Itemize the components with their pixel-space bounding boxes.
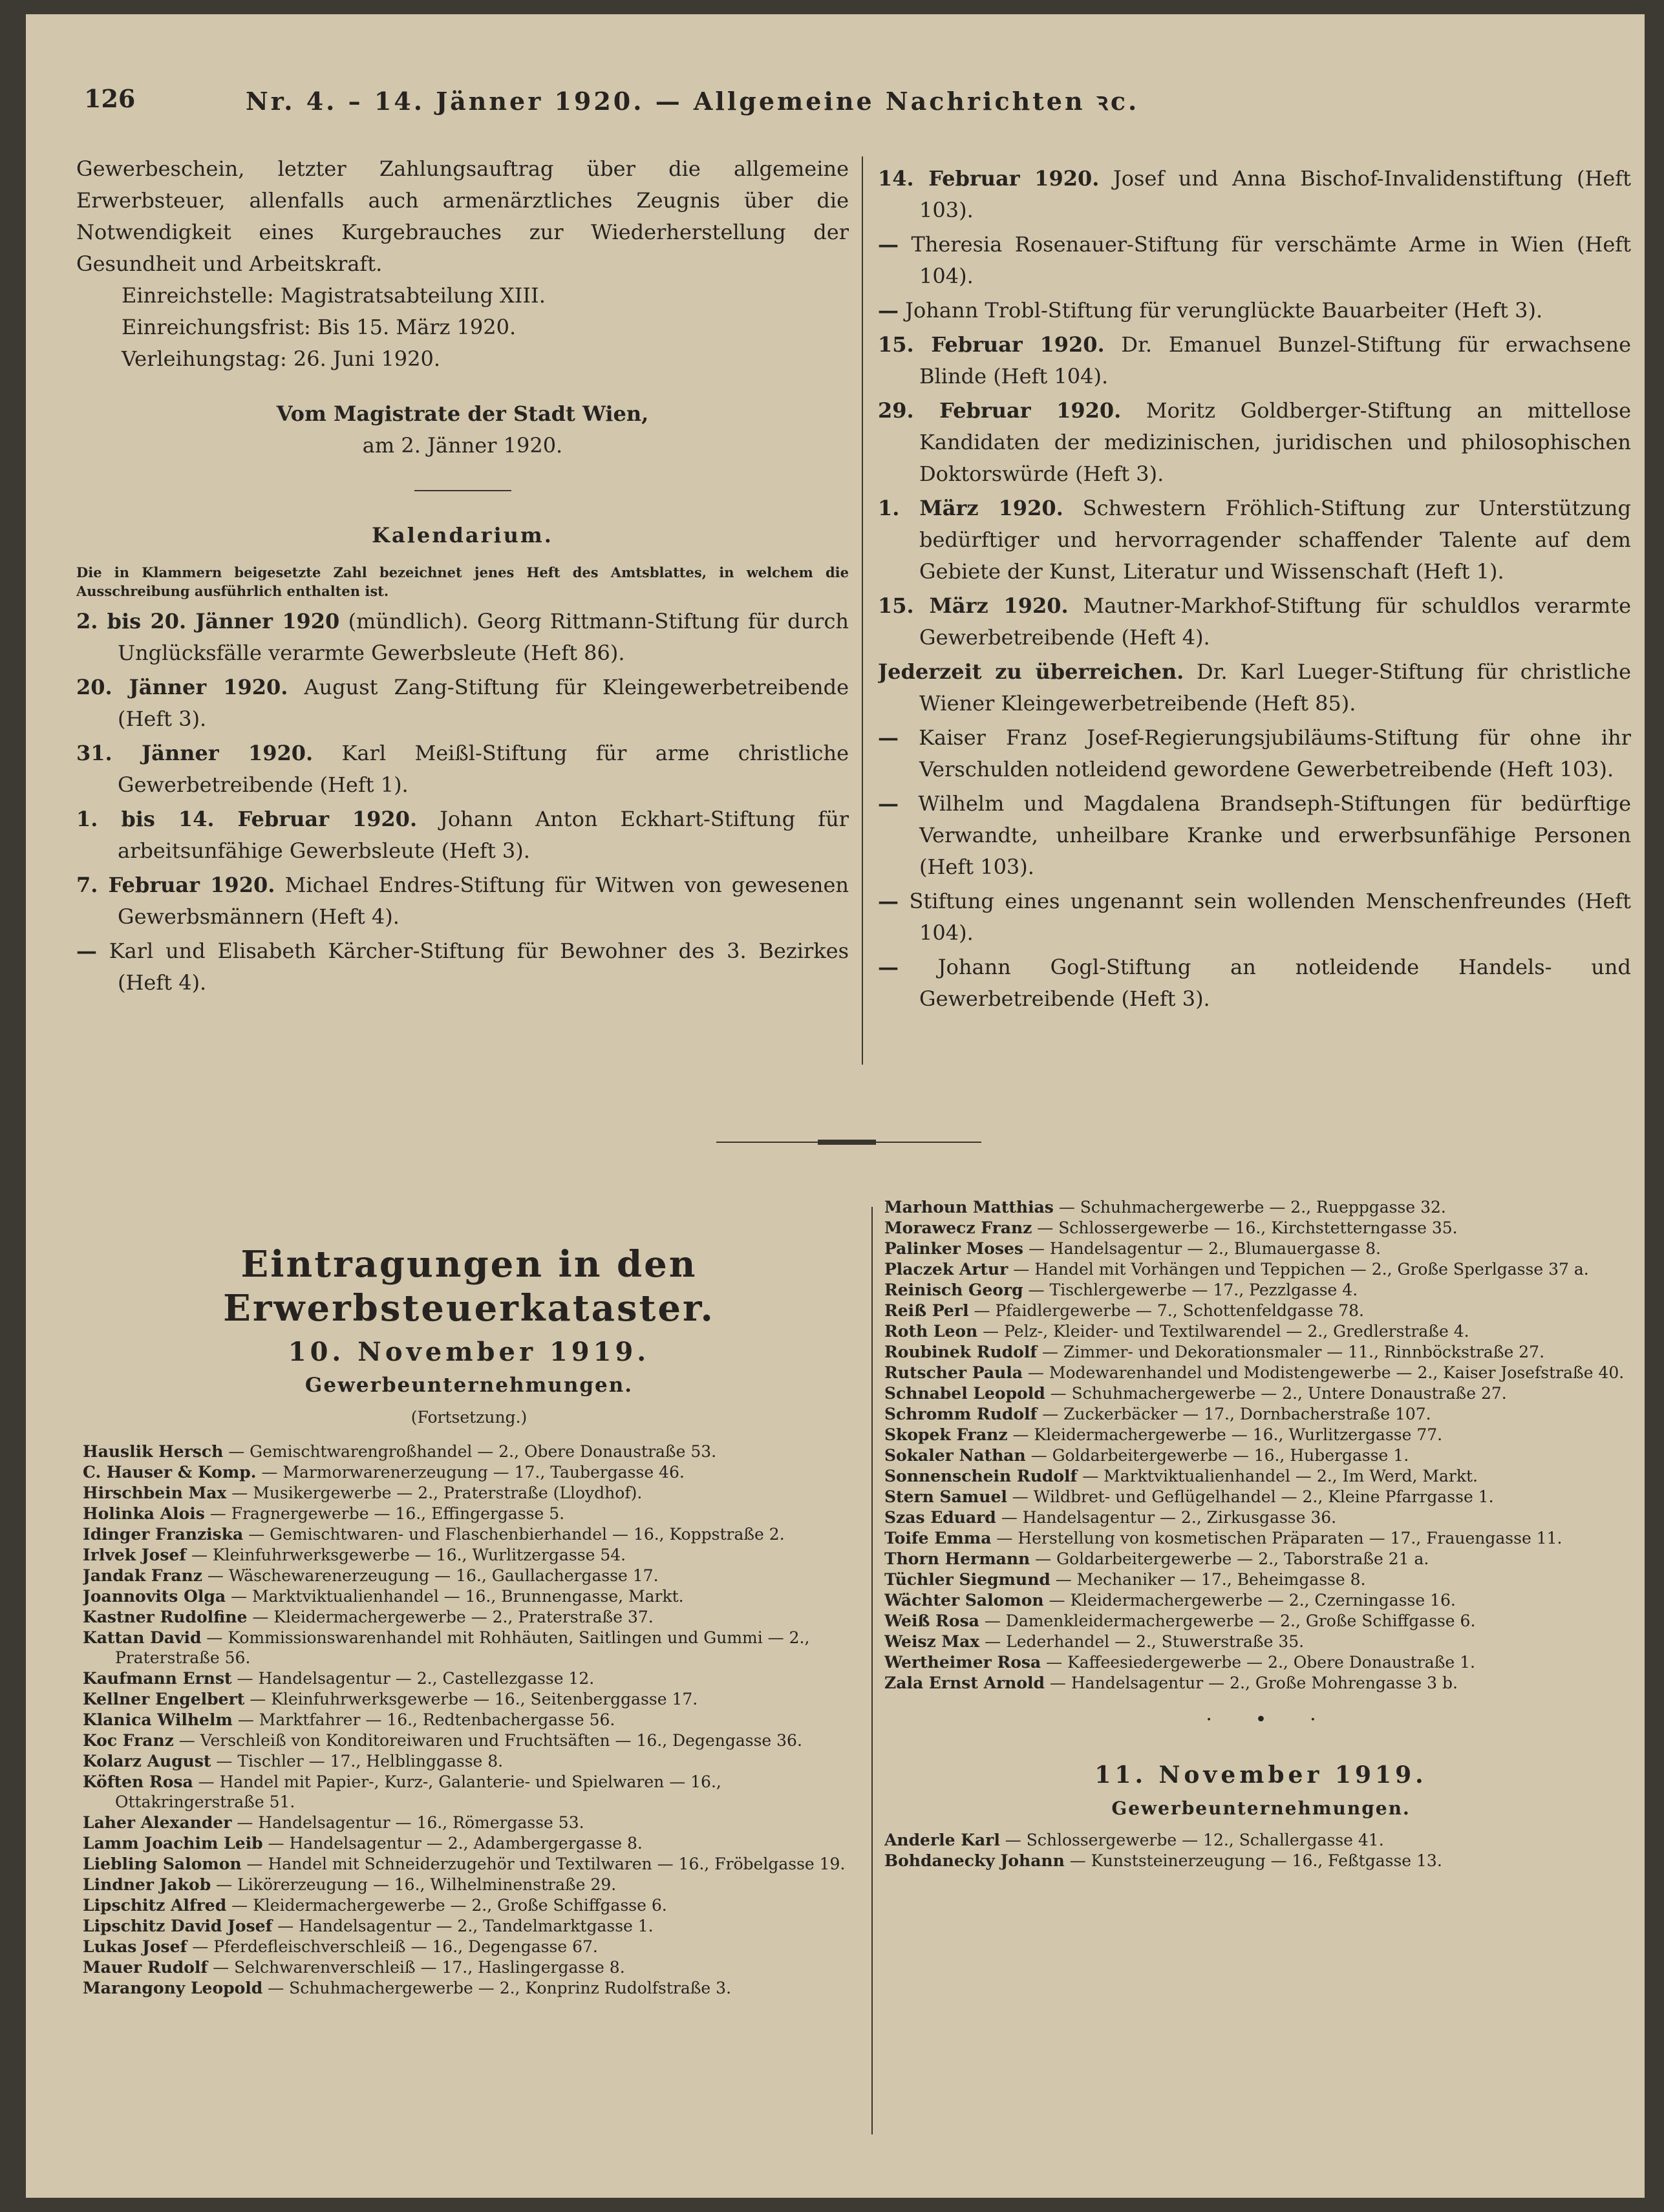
kataster-entry [884,1673,1637,1693]
kataster-entry-lead: Lindner Jakob [83,1875,211,1894]
einreichungsfrist: Einreichungsfrist: Bis 15. März 1920. [122,315,517,339]
kataster-entry [884,1259,1637,1279]
kataster-entry [884,1445,1637,1465]
calendar-entry-lead: 31. Jänner 1920. [76,741,314,765]
calendar-entry-lead: — [878,232,899,257]
kataster-entry-text: — Selchwarenverschleiß — 17., Haslingergasse 8. [208,1958,625,1977]
calendar-entry-text: August Zang-Stiftung für Kleingewerbetreibende (Heft 3). [118,675,849,731]
running-header [84,71,1606,123]
kataster-entry-text: — Schuhmachergewerbe — 2., Untere Donaustraße 27. [1045,1384,1507,1403]
kataster-entry-lead: Idinger Franziska [83,1525,244,1544]
einreichstelle: Einreichstelle: Magistratsabteilung XIII. [122,283,546,308]
kataster-entry-lead: Laher Alexander [83,1813,232,1832]
kataster-entry-lead: Wächter Salomon [884,1591,1044,1610]
kalendarium-title: Kalendarium. [372,523,553,548]
kataster-entry-lead: Szas Eduard [884,1508,996,1527]
kataster-entry-lead: Marangony Leopold [83,1979,263,1997]
kataster-entry-text: — Musikergewerbe — 2., Praterstraße (Lloydhof). [226,1484,643,1502]
kataster-entry [884,1404,1637,1424]
kataster-entry-text: — Handel mit Papier-, Kurz-, Galanterie- und Spielwaren — 16., Ottakringerstraße 51. [115,1772,721,1811]
signature-date: am 2. Jänner 1920. [362,433,563,458]
calendar-entry [76,869,849,933]
calendar-entry-lead: — [878,889,899,913]
kataster-entry-text: — Kunststeinerzeugung — 16., Feßtgasse 13. [1064,1851,1442,1870]
calendar-entry [878,656,1631,719]
calendar-entry-lead: 14. Februar 1920. [878,166,1100,191]
kataster-entry-text: — Tischlergewerbe — 17., Pezzlgasse 4. [1023,1281,1358,1299]
calendar-entry-text: Wilhelm und Magdalena Brandseph-Stiftungen für bedürftige Verwandte, unheilbare Kranke und erwerbsunfähige Personen (Heft 103). [899,791,1631,879]
kalendarium-right-list [878,163,1631,1015]
kataster-entry-text: — Handel mit Schneiderzugehör und Textilwaren — 16., Fröbelgasse 19. [241,1855,846,1873]
kataster-entry-text: — Schuhmachergewerbe — 2., Rueppgasse 32. [1053,1198,1446,1217]
calendar-entry-text: Theresia Rosenauer-Stiftung für verschämte Arme in Wien (Heft 104). [899,232,1631,288]
kataster-entry-lead: Schnabel Leopold [884,1384,1045,1403]
column-divider-upper [862,156,863,1065]
application-requirements: Gewerbeschein, letzter Zahlungsauftrag über die allgemeine Erwerbsteuer, allenfalls auch armenärztliches Zeugnis über die Notwendigkeit eines Kurgebrauches zur Wiederherstellung der Gesundheit und Arbeitskraft. [76,156,849,276]
calendar-entry [76,803,849,867]
calendar-entry-lead: 29. Februar 1920. [878,398,1122,423]
kataster-entry [884,1652,1637,1672]
calendar-entry-text: Josef und Anna Bischof-Invalidenstiftung (Heft 103). [919,166,1631,222]
kataster-entry-lead: Morawecz Franz [884,1218,1032,1237]
kataster-entry [83,1545,855,1565]
calendar-entry [878,329,1631,392]
kataster-entry-text: — Goldarbeitergewerbe — 16., Hubergasse 1. [1025,1446,1409,1465]
kataster-entry [83,1524,855,1544]
kataster-entry-lead: Liebling Salomon [83,1855,242,1873]
separator-dots: · • · [1206,1708,1316,1731]
kataster-entry-text: — Marktviktualienhandel — 16., Brunnengasse, Markt. [226,1587,684,1606]
lower-right-column [884,1197,1637,2134]
kataster-entry-text: — Handelsagentur — 16., Römergasse 53. [231,1813,584,1832]
kataster-entry-lead: Lipschitz David Josef [83,1917,273,1935]
kataster-entry [884,1239,1637,1259]
kataster-entry [884,1363,1637,1383]
calendar-entry-lead: 7. Februar 1920. [76,873,275,897]
kataster-entry [83,1854,855,1874]
kataster-entry-lead: Weiß Rosa [884,1611,979,1630]
kataster-entry-lead: Bohdanecky Johann [884,1851,1065,1870]
kataster-entry-lead: Toife Emma [884,1529,992,1547]
kataster-entry-lead: Reinisch Georg [884,1281,1023,1299]
upper-right-column [878,163,1631,1065]
kataster-entry-text: — Handelsagentur — 2., Zirkusgasse 36. [996,1508,1337,1527]
calendar-entry-lead: 20. Jänner 1920. [76,675,288,699]
kataster-entry-text: — Zimmer- und Dekorationsmaler — 11., Rinnböckstraße 27. [1037,1343,1545,1361]
kataster-entry-lead: Wertheimer Rosa [884,1653,1041,1672]
calendar-entry-lead: — [878,791,899,816]
kataster-entry-lead: Köften Rosa [83,1772,193,1791]
kataster-entry [83,1895,855,1915]
kataster-entry-lead: Kolarz August [83,1752,211,1771]
kataster-entry-text: — Handelsagentur — 2., Tandelmarktgasse 1. [272,1917,654,1935]
calendar-entry [878,952,1631,1015]
kataster-right-list [884,1197,1637,1693]
calendar-entry-text: (mündlich). Georg Rittmann-Stiftung für durch Unglücksfälle verarmte Gewerbsleute (Heft 86). [118,609,849,665]
kataster-entry-text: — Wäschewarenerzeugung — 16., Gaullachergasse 17. [202,1566,659,1585]
kataster-entry-text: — Verschleiß von Konditoreiwaren und Fruchtsäften — 16., Degengasse 36. [173,1731,802,1750]
kataster-entry [884,1383,1637,1403]
kataster-entry-text: — Marktfahrer — 16., Redtenbachergasse 56. [232,1710,615,1729]
calendar-entry-text: Dr. Karl Lueger-Stiftung für christliche Wiener Kleingewerbetreibende (Heft 85). [919,659,1631,716]
kataster-entry [884,1301,1637,1321]
kataster-entry [83,1586,855,1606]
kataster-entry-text: — Pferdefleischverschleiß — 16., Degengasse 67. [187,1937,598,1956]
kataster-right-list-2 [884,1830,1637,1871]
kataster-entry [884,1425,1637,1445]
kataster-date-2: 11. November 1919. [1094,1761,1427,1789]
kataster-entry-text: — Kommissionswarenhandel mit Rohhäuten, Saitlingen und Gummi — 2., Praterstraße 56. [115,1628,810,1667]
kataster-entry-text: — Marktviktualienhandel — 2., Im Werd, Markt. [1077,1467,1478,1485]
kataster-entry-text: — Wildbret- und Geflügelhandel — 2., Kleine Pfarrgasse 1. [1007,1487,1494,1506]
kataster-entry [83,1483,855,1503]
calendar-entry-text: Johann Trobl-Stiftung für verunglückte Bauarbeiter (Heft 3). [899,298,1543,323]
kataster-entry-lead: Tüchler Siegmund [884,1570,1051,1589]
kataster-entry-lead: Klanica Wilhelm [83,1710,233,1729]
kataster-entry-text: — Handelsagentur — 2., Blumauergasse 8. [1023,1239,1381,1258]
kataster-entry-lead: Kattan David [83,1628,202,1647]
kataster-section-2: Gewerbeunternehmungen. [1111,1798,1411,1819]
kataster-entry-text: — Marmorwarenerzeugung — 17., Taubergasse 46. [256,1463,685,1482]
kataster-entry-text: — Tischler — 17., Helblinggasse 8. [211,1752,504,1771]
calendar-entry [76,672,849,735]
calendar-entry-lead: 15. Februar 1920. [878,332,1105,357]
kataster-entry-lead: Zala Ernst Arnold [884,1674,1045,1692]
calendar-entry-lead: 1. bis 14. Februar 1920. [76,807,418,831]
kataster-entry [83,1833,855,1853]
calendar-entry [76,606,849,669]
kataster-entry-text: — Gemischtwaren- und Flaschenbierhandel — 16., Koppstraße 2. [243,1525,785,1544]
kataster-entry [83,1462,855,1482]
calendar-entry [878,229,1631,292]
kataster-entry [884,1342,1637,1362]
kataster-entry-lead: Kellner Engelbert [83,1690,245,1708]
kataster-entry-text: — Kleinfuhrwerksgewerbe — 16., Seitenberggasse 17. [244,1690,698,1708]
calendar-entry [878,163,1631,226]
calendar-entry-text: Michael Endres-Stiftung für Witwen von gewesenen Gewerbsmännern (Heft 4). [118,873,849,929]
kataster-entry-text: — Kleidermachergewerbe — 2., Czerningasse 16. [1043,1591,1456,1610]
kataster-left-list [83,1441,855,1998]
kataster-entry [884,1197,1637,1217]
kataster-entry [83,1875,855,1895]
calendar-entry-text: Schwestern Fröhlich-Stiftung zur Unterstützung bedürftiger und hervorragender schaffender Talente auf dem Gebiete der Kunst, Literatur und Wissenschaft (Heft 1). [919,496,1631,584]
kataster-entry [83,1916,855,1936]
calendar-entry-text: Karl Meißl-Stiftung für arme christliche Gewerbetreibende (Heft 1). [118,741,849,797]
section-divider-center [818,1140,876,1145]
kataster-entry-lead: Roubinek Rudolf [884,1343,1038,1361]
kataster-entry [884,1830,1637,1850]
kataster-entry-lead: Lipschitz Alfred [83,1896,227,1915]
kataster-entry-lead: Sonnenschein Rudolf [884,1467,1078,1485]
kataster-entry-lead: Lamm Joachim Leib [83,1834,263,1853]
kataster-entry-text: — Handelsagentur — 2., Castellezgasse 12. [231,1669,595,1688]
kataster-entry-lead: Stern Samuel [884,1487,1007,1506]
kataster-entry-text: — Modewarenhandel und Modistengewerbe — 2., Kaiser Josefstraße 40. [1022,1363,1625,1382]
kataster-entry-text: — Kaffeesiedergewerbe — 2., Obere Donaustraße 1. [1041,1653,1475,1672]
kataster-entry [83,1689,855,1709]
kataster-entry [884,1218,1637,1238]
kataster-entry [83,1668,855,1688]
kataster-entry-lead: Weisz Max [884,1632,980,1651]
calendar-entry [878,886,1631,949]
kataster-entry-lead: Kaufmann Ernst [83,1669,232,1688]
kataster-entry-lead: Joannovits Olga [83,1587,226,1606]
kataster-entry-lead: Roth Leon [884,1322,978,1341]
kataster-entry-text: — Likörerzeugung — 16., Wilhelminenstraße 29. [211,1875,617,1894]
kataster-entry-lead: Holinka Alois [83,1504,205,1523]
calendar-entry-lead: 2. bis 20. Jänner 1920 [76,609,340,633]
calendar-entry [878,722,1631,785]
newspaper-page [26,14,1645,2198]
calendar-entry-lead: — [878,955,899,979]
kataster-entry [83,1441,855,1462]
kataster-entry-text: — Fragnergewerbe — 16., Effingergasse 5. [204,1504,565,1523]
kataster-entry-lead: Thorn Hermann [884,1549,1030,1568]
kataster-entry-lead: Marhoun Matthias [884,1198,1054,1217]
kataster-title: Eintragungen in den Erwerbsteuerkataster. [223,1243,715,1330]
calendar-entry-lead: Jederzeit zu überreichen. [878,659,1184,684]
kataster-entry [884,1507,1637,1527]
calendar-entry-text: Dr. Emanuel Bunzel-Stiftung für erwachsene Blinde (Heft 104). [919,332,1631,388]
calendar-entry [76,935,849,999]
kataster-entry-lead: Rutscher Paula [884,1363,1023,1382]
calendar-entry [878,590,1631,654]
column-divider-lower [871,1207,873,2134]
calendar-entry-text: Karl und Elisabeth Kärcher-Stiftung für Bewohner des 3. Bezirkes (Heft 4). [97,939,849,995]
kataster-entry-text: — Zuckerbäcker — 17., Dornbacherstraße 107. [1037,1405,1431,1423]
calendar-entry-text: Stiftung eines ungenannt sein wollenden Menschenfreundes (Heft 104). [899,889,1631,945]
kataster-entry-text: — Herstellung von kosmetischen Präparaten — 17., Frauengasse 11. [991,1529,1563,1547]
kataster-entry-lead: Kastner Rudolfine [83,1608,248,1626]
calendar-entry-lead: — [878,725,899,750]
kataster-entry-text: — Kleidermachergewerbe — 2., Große Schiffgasse 6. [226,1896,667,1915]
kataster-entry-lead: Hauslik Hersch [83,1442,224,1461]
kataster-entry [83,1937,855,1957]
calendar-entry-lead: — [76,939,97,963]
kataster-entry [884,1632,1637,1652]
upper-left-column [76,153,849,1065]
calendar-entry-lead: 1. März 1920. [878,496,1063,520]
kataster-entry [884,1487,1637,1507]
kataster-entry [884,1466,1637,1486]
calendar-entry-lead: 15. März 1920. [878,593,1069,618]
kataster-entry [884,1321,1637,1341]
kataster-entry-lead: Jandak Franz [83,1566,202,1585]
kataster-entry-text: — Schuhmachergewerbe — 2., Konprinz Rudolfstraße 3. [262,1979,732,1997]
kataster-entry [884,1528,1637,1548]
magistrate-signature: Vom Magistrate der Stadt Wien, [276,401,649,426]
kataster-entry [83,1813,855,1833]
kataster-entry [884,1549,1637,1569]
continued-label: (Fortsetzung.) [411,1408,528,1427]
kataster-entry-text: — Handel mit Vorhängen und Teppichen — 2., Große Sperlgasse 37 a. [1008,1260,1589,1279]
calendar-entry-text: Kaiser Franz Josef-Regierungsjubiläums-Stiftung für ohne ihr Verschulden notleidend gewordene Gewerbetreibende (Heft 103). [899,725,1631,782]
page-number: 126 [84,84,136,113]
header-title: Nr. 4. – 14. Jänner 1920. — Allgemeine Nachrichten ꝛc. [246,87,1140,116]
calendar-entry [878,295,1631,326]
kataster-entry-text: — Schlossergewerbe — 12., Schallergasse 41. [999,1831,1384,1849]
kataster-entry-text: — Handelsagentur — 2., Adambergergasse 8. [262,1834,643,1853]
calendar-entry [878,395,1631,490]
kataster-entry [83,1772,855,1812]
kataster-section-1: Gewerbeunternehmungen. [304,1374,634,1397]
kataster-entry [83,1566,855,1586]
kalendarium-note: Die in Klammern beigesetzte Zahl bezeichnet jenes Heft des Amtsblattes, in welchem die Ausschreibung ausführlich enthalten ist. [76,564,849,599]
kataster-entry-text: — Lederhandel — 2., Stuwerstraße 35. [979,1632,1305,1651]
kataster-entry-text: — Goldarbeitergewerbe — 2., Taborstraße 21 a. [1030,1549,1429,1568]
kataster-entry-lead: Mauer Rudolf [83,1958,208,1977]
calendar-entry-text: Mautner-Markhof-Stiftung für schuldlos verarmte Gewerbetreibende (Heft 4). [919,593,1631,650]
kataster-entry [884,1590,1637,1610]
calendar-entry [878,788,1631,883]
kataster-entry [83,1504,855,1524]
kataster-entry-text: — Gemischtwarengroßhandel — 2., Obere Donaustraße 53. [223,1442,717,1461]
kataster-entry-text: — Kleinfuhrwerksgewerbe — 16., Wurlitzergasse 54. [186,1546,626,1564]
kataster-entry-text: — Schlossergewerbe — 16., Kirchstetterngasse 35. [1032,1218,1458,1237]
kataster-entry-lead: Sokaler Nathan [884,1446,1026,1465]
kataster-entry [884,1280,1637,1300]
kataster-entry-text: — Pfaidlergewerbe — 7., Schottenfeldgasse 78. [968,1301,1364,1320]
kataster-entry [884,1569,1637,1590]
kataster-entry [83,1607,855,1627]
kataster-entry-lead: Placzek Artur [884,1260,1008,1279]
lower-left-column [83,1242,855,2115]
kataster-entry [884,1611,1637,1631]
calendar-entry-text: Johann Anton Eckhart-Stiftung für arbeitsunfähige Gewerbsleute (Heft 3). [118,807,849,863]
kataster-entry-lead: Schromm Rudolf [884,1405,1038,1423]
kataster-entry-lead: Irlvek Josef [83,1546,187,1564]
kataster-entry-lead: Skopek Franz [884,1425,1008,1444]
calendar-entry [76,738,849,801]
kataster-entry-text: — Damenkleidermachergewerbe — 2., Große Schiffgasse 6. [979,1611,1476,1630]
kataster-entry-text: — Pelz-, Kleider- und Textilwarendel — 2., Gredlerstraße 4. [977,1322,1469,1341]
calendar-entry-text: Moritz Goldberger-Stiftung an mittellose Kandidaten der medizinischen, juridischen und philosophischen Doktorswürde (Heft 3). [919,398,1631,486]
kataster-entry-lead: C. Hauser & Komp. [83,1463,257,1482]
calendar-entry-lead: — [878,298,899,323]
kataster-entry-lead: Anderle Karl [884,1831,1000,1849]
kataster-entry [83,1751,855,1771]
kataster-entry-lead: Palinker Moses [884,1239,1024,1258]
kataster-entry-lead: Koc Franz [83,1731,174,1750]
kataster-entry-lead: Lukas Josef [83,1937,187,1956]
kataster-entry-text: — Kleidermachergewerbe — 2., Praterstraße 37. [247,1608,654,1626]
kataster-entry [83,1957,855,1977]
calendar-entry-text: Johann Gogl-Stiftung an notleidende Handels- und Gewerbetreibende (Heft 3). [899,955,1631,1011]
kataster-entry [83,1978,855,1998]
short-divider [414,490,511,491]
calendar-entry [878,493,1631,588]
kataster-entry [83,1730,855,1750]
kataster-entry [884,1851,1637,1871]
kataster-entry-lead: Hirschbein Max [83,1484,227,1502]
kataster-date-1: 10. November 1919. [288,1337,650,1367]
kataster-entry-lead: Reiß Perl [884,1301,969,1320]
kataster-entry-text: — Mechaniker — 17., Beheimgasse 8. [1050,1570,1366,1589]
kalendarium-left-list [76,606,849,999]
kataster-entry-text: — Handelsagentur — 2., Große Mohrengasse 3 b. [1044,1674,1458,1692]
kataster-entry-text: — Kleidermachergewerbe — 16., Wurlitzergasse 77. [1007,1425,1443,1444]
kataster-entry [83,1628,855,1668]
kataster-entry [83,1710,855,1730]
verleihungstag: Verleihungstag: 26. Juni 1920. [122,346,441,371]
